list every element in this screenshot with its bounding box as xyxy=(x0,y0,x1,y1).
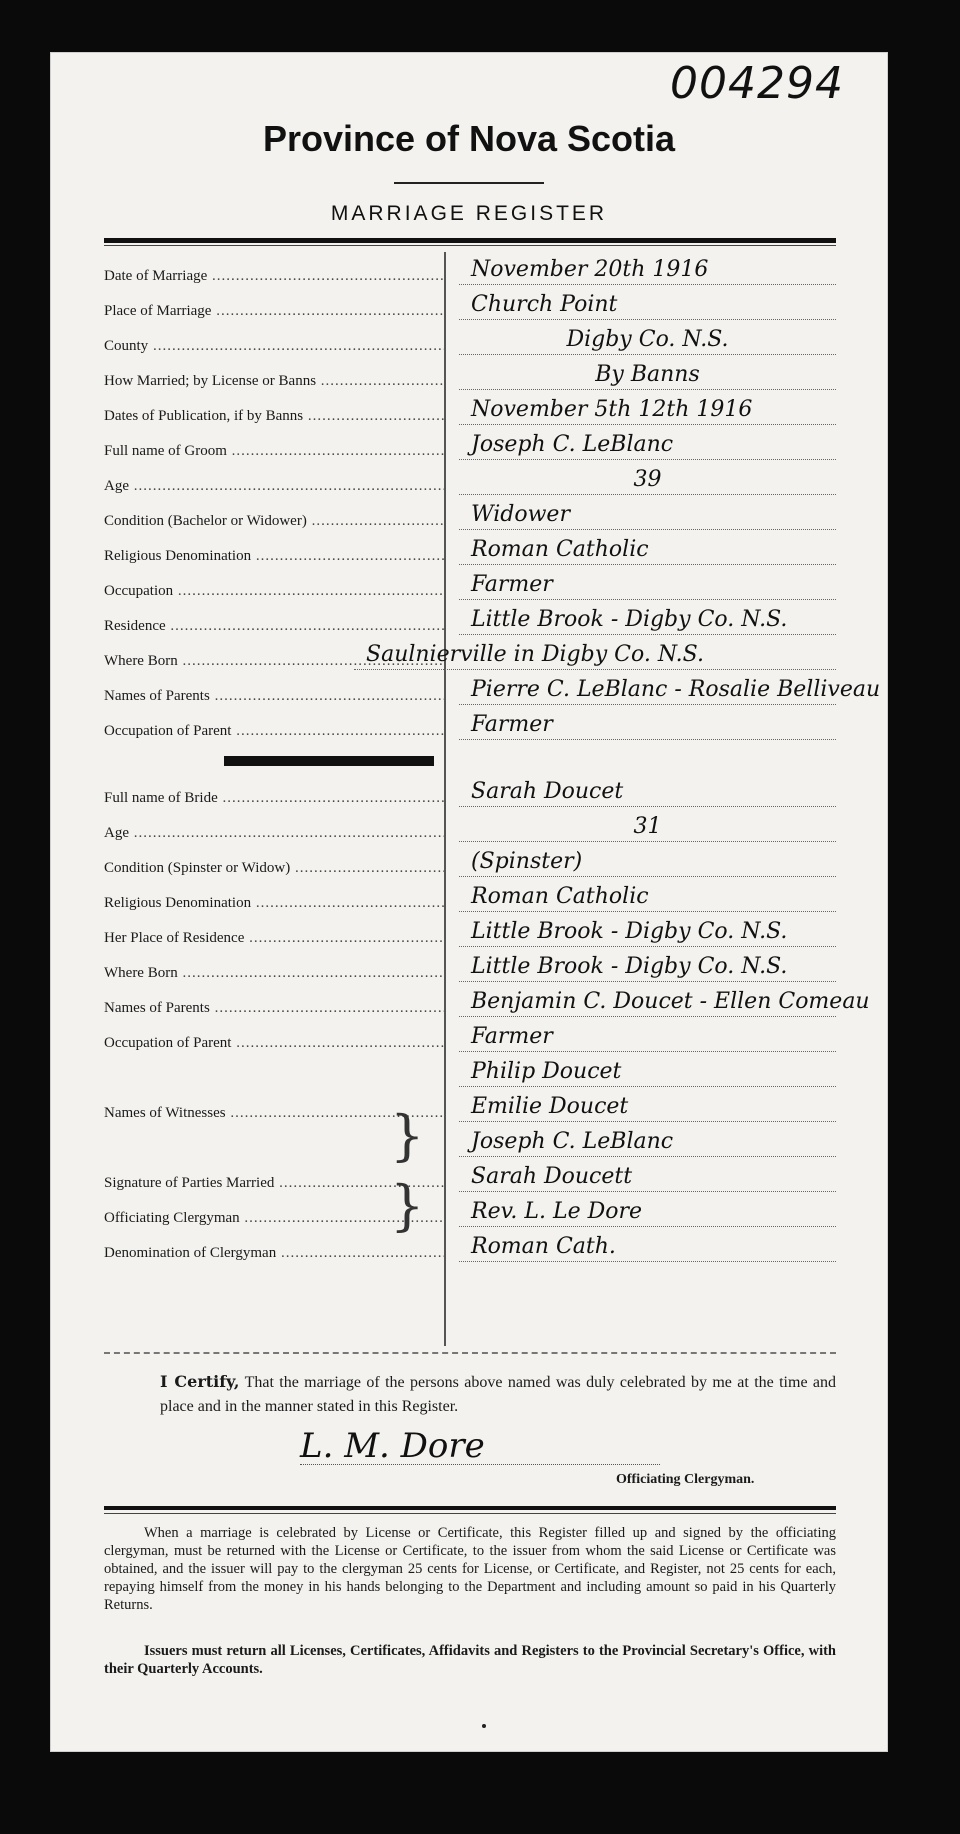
field-label: Where Born ..... xyxy=(104,653,444,670)
field-value: Little Brook - Digby Co. N.S. xyxy=(459,953,836,982)
field-dates-of-publication xyxy=(104,394,836,429)
field-label: Residence ..... xyxy=(104,618,444,635)
field-label: Occupation ..... xyxy=(104,583,444,600)
field-value: Digby Co. N.S. xyxy=(459,326,836,355)
notice-rule-thin xyxy=(104,1513,836,1514)
field-date-of-marriage xyxy=(104,254,836,289)
field-witness-2 xyxy=(104,1091,836,1126)
field-value: Sarah Doucet xyxy=(459,778,836,807)
field-label: Occupation of Parent ..... xyxy=(104,1035,444,1052)
field-groom-name xyxy=(104,429,836,464)
field-label: Condition (Bachelor or Widower) ..... xyxy=(104,513,444,530)
register-fields xyxy=(104,254,881,1266)
field-value: Little Brook - Digby Co. N.S. xyxy=(459,918,836,947)
field-value: 31 xyxy=(459,813,836,842)
field-label: Condition (Spinster or Widow) ..... xyxy=(104,860,444,877)
form-subtitle: MARRIAGE REGISTER xyxy=(330,202,608,225)
clergyman-signature: L. M. Dore xyxy=(300,1426,485,1466)
field-label: Where Born ..... xyxy=(104,965,444,982)
field-groom-age xyxy=(104,464,836,499)
field-label: Religious Denomination ..... xyxy=(104,548,444,565)
field-value: 39 xyxy=(459,466,836,495)
field-bride-parents xyxy=(104,986,870,1021)
field-clergy-denomination xyxy=(104,1231,836,1266)
field-label: Full name of Groom ..... xyxy=(104,443,444,460)
field-label: Her Place of Residence ..... xyxy=(104,930,444,947)
field-value: By Banns xyxy=(459,361,836,390)
field-label: Dates of Publication, if by Banns ..... xyxy=(104,408,444,425)
header-rule xyxy=(104,238,836,243)
field-value: Pierre C. LeBlanc - Rosalie Belliveau xyxy=(459,676,836,705)
field-bride-religion xyxy=(104,881,836,916)
serial-number: 004294 xyxy=(670,58,844,109)
field-label: Full name of Bride ..... xyxy=(104,790,444,807)
field-how-married xyxy=(104,359,836,394)
field-value: Roman Catholic xyxy=(459,883,836,912)
field-bride-age xyxy=(104,811,836,846)
field-value: Rev. L. Le Dore xyxy=(459,1198,836,1227)
instructions-paragraph: When a marriage is celebrated by License or Certificate, this Register filled up and signed by the officiating clergyman, must be returned with the License or Certificate, to the issuer from whom the said License or Certificate was obtained, and the issuer will pay to the clergyman 25 cents for License, or Certificate, and Register, not 25 cents for each, repaying himself from the money in his hands belonging to the Department and including amount so paid in his Quarterly Returns. xyxy=(104,1525,836,1613)
field-label: County ..... xyxy=(104,338,444,355)
header-rule-thin xyxy=(104,245,836,246)
field-label: Age ..... xyxy=(104,478,444,495)
field-groom-occupation xyxy=(104,569,836,604)
field-value: Widower xyxy=(459,501,836,530)
field-label: Denomination of Clergyman ..... xyxy=(104,1245,444,1262)
field-groom-parents xyxy=(104,674,881,709)
signature-caption: Officiating Clergyman. xyxy=(616,1472,755,1487)
field-bride-parent-occupation xyxy=(104,1021,836,1056)
field-label: Place of Marriage ..... xyxy=(104,303,444,320)
instructions-bold-paragraph: Issuers must return all Licenses, Certificates, Affidavits and Registers to the Provincial Secretary's Office, with their Quarterly Accounts. xyxy=(104,1643,836,1677)
field-bride-residence xyxy=(104,916,836,951)
field-label: Names of Parents ..... xyxy=(104,688,444,705)
notice-rule xyxy=(104,1506,836,1510)
field-groom-religion xyxy=(104,534,836,569)
field-label: Age ..... xyxy=(104,825,444,842)
field-bride-birthplace xyxy=(104,951,836,986)
field-witness-1 xyxy=(104,1056,836,1091)
field-value: Farmer xyxy=(459,711,836,740)
field-label: How Married; by License or Banns ..... xyxy=(104,373,444,390)
witness-signature-1: Philip Doucet xyxy=(459,1058,836,1087)
witness-bracket: } xyxy=(390,1104,425,1167)
certification-statement xyxy=(160,1370,836,1419)
marriage-register-form xyxy=(50,52,888,1752)
field-groom-parent-occupation xyxy=(104,709,836,744)
field-bride-name xyxy=(104,776,836,811)
field-place-of-marriage xyxy=(104,289,836,324)
field-label: Officiating Clergyman ..... xyxy=(104,1210,444,1227)
field-label: Occupation of Parent ..... xyxy=(104,723,444,740)
field-value: (Spinster) xyxy=(459,848,836,877)
certify-text: That the marriage of the persons above named was duly celebrated by me at the time and place and in the manner stated in this Register. xyxy=(160,1374,837,1415)
field-value: Benjamin C. Doucet - Ellen Comeau xyxy=(459,988,836,1017)
groom-signature: Joseph C. LeBlanc xyxy=(459,1128,836,1157)
paper-mark xyxy=(482,1724,486,1728)
certify-lead: I Certify, xyxy=(160,1372,240,1391)
certification-separator xyxy=(104,1352,836,1354)
witness-signature-2: Emilie Doucet xyxy=(459,1093,836,1122)
form-title: Province of Nova Scotia xyxy=(262,118,676,159)
title-underline xyxy=(394,182,544,184)
field-groom-residence xyxy=(104,604,836,639)
field-party-2 xyxy=(104,1161,836,1196)
field-value: Joseph C. LeBlanc xyxy=(459,431,836,460)
field-bride-condition xyxy=(104,846,836,881)
field-value: Farmer xyxy=(459,571,836,600)
field-value: Little Brook - Digby Co. N.S. xyxy=(459,606,836,635)
field-label: Names of Witnesses ..... xyxy=(104,1105,444,1122)
section-separator xyxy=(104,744,836,776)
field-label: Names of Parents ..... xyxy=(104,1000,444,1017)
field-label: Religious Denomination ..... xyxy=(104,895,444,912)
field-value: Farmer xyxy=(459,1023,836,1052)
field-label: Signature of Parties Married ..... xyxy=(104,1175,444,1192)
field-county xyxy=(104,324,836,359)
field-value: Roman Cath. xyxy=(459,1233,836,1262)
field-officiating-clergyman xyxy=(104,1196,836,1231)
field-value: November 20th 1916 xyxy=(459,256,836,285)
field-groom-condition xyxy=(104,499,836,534)
field-value: Church Point xyxy=(459,291,836,320)
field-value: Saulnierville in Digby Co. N.S. xyxy=(354,641,836,670)
parties-bracket: } xyxy=(390,1174,425,1237)
signature-line xyxy=(300,1464,660,1465)
field-label: Date of Marriage ..... xyxy=(104,268,444,285)
field-value: Roman Catholic xyxy=(459,536,836,565)
field-groom-birthplace xyxy=(104,639,836,674)
field-value: November 5th 12th 1916 xyxy=(459,396,836,425)
field-party-1 xyxy=(104,1126,836,1161)
bride-signature: Sarah Doucett xyxy=(459,1163,836,1192)
